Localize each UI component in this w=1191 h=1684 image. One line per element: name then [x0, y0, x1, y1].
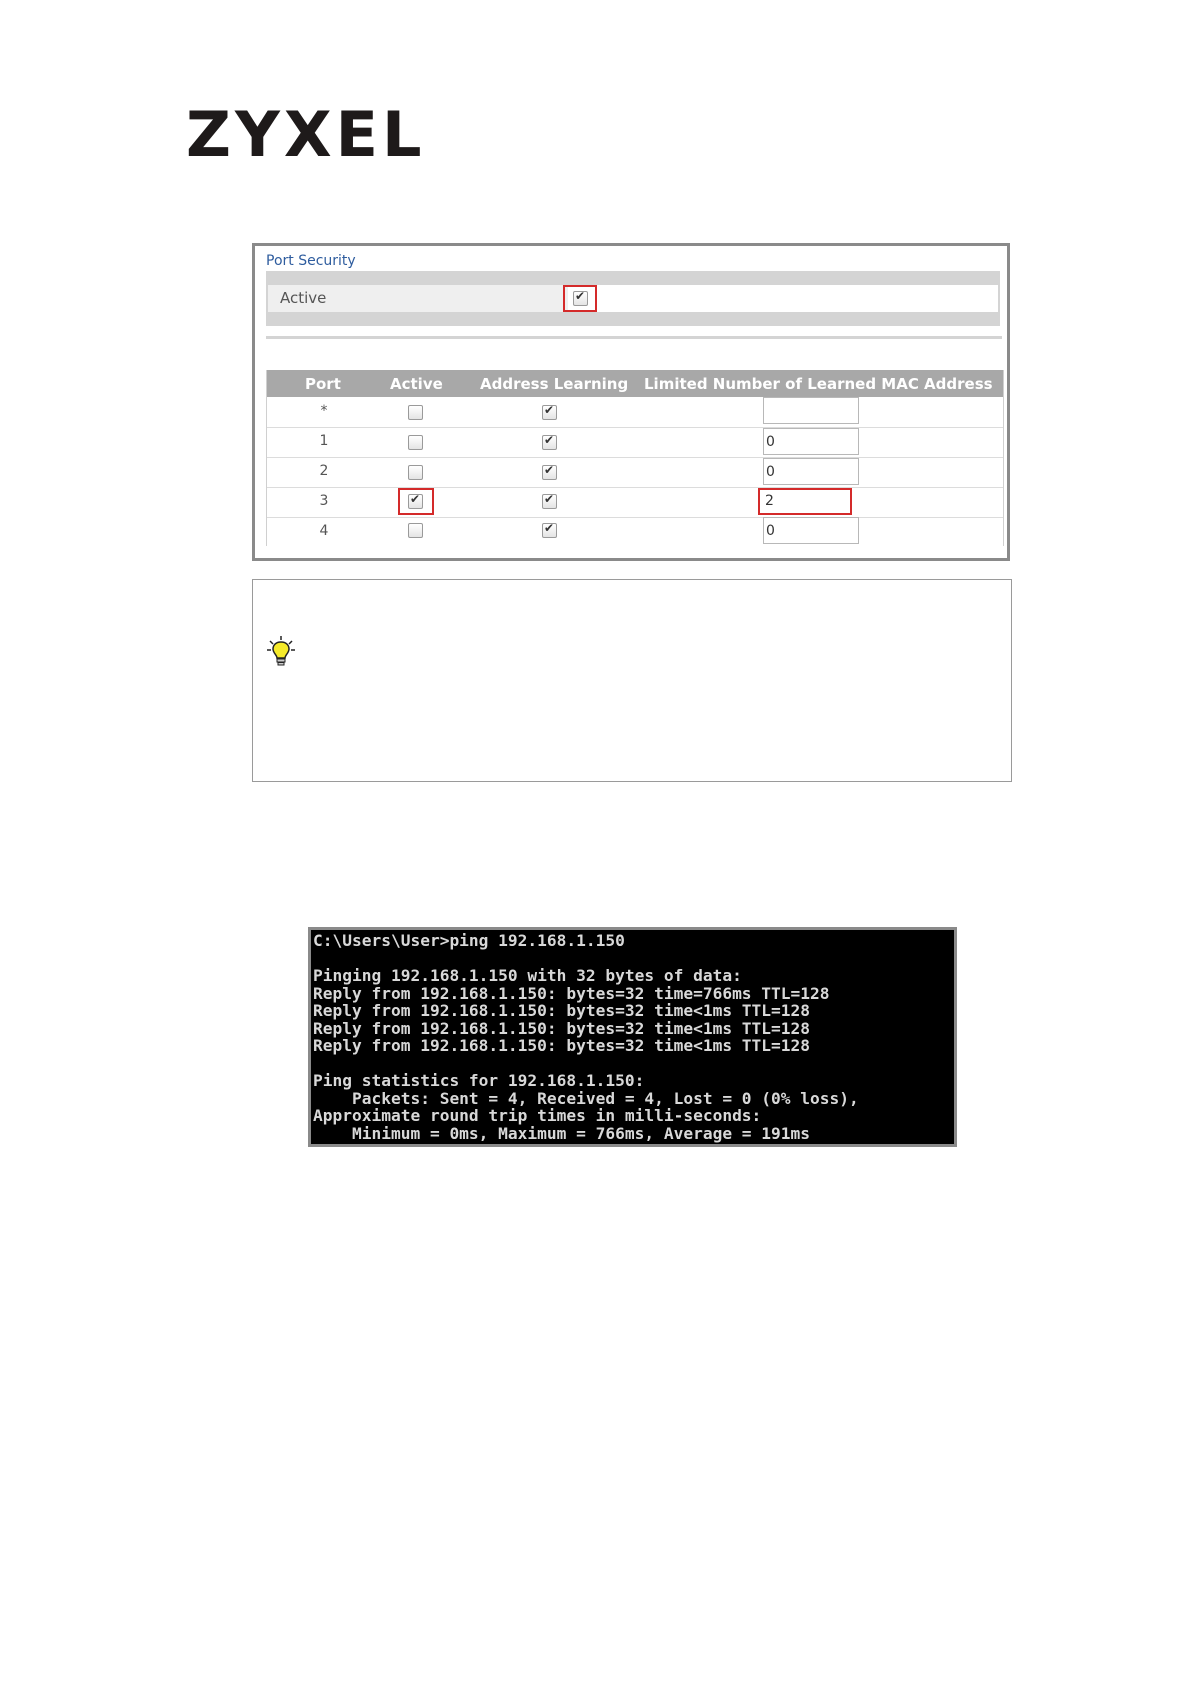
- column-header-mac-limit: Limited Number of Learned MAC Address: [644, 375, 993, 393]
- port-number: 2: [319, 463, 329, 479]
- mac-limit-input[interactable]: 2: [763, 488, 859, 515]
- mac-limit-input[interactable]: [763, 397, 859, 424]
- column-header-port: Port: [305, 375, 341, 393]
- port-number: 4: [319, 523, 329, 539]
- port-security-active-checkbox[interactable]: [573, 291, 588, 306]
- divider: [266, 336, 1002, 339]
- lightbulb-icon: [266, 635, 296, 667]
- column-header-active: Active: [390, 375, 443, 393]
- port-number: 3: [319, 493, 329, 509]
- port-table: [266, 370, 1004, 546]
- table-row: [267, 457, 1003, 488]
- table-header: [267, 370, 1003, 397]
- address-learning-checkbox[interactable]: [542, 435, 557, 450]
- mac-limit-input[interactable]: 0: [763, 428, 859, 455]
- port-number: *: [320, 403, 328, 419]
- column-header-address-learning: Address Learning: [480, 375, 629, 393]
- console-output: C:\Users\User>ping 192.168.1.150 Pinging 192.168.1.150 with 32 bytes of data: Reply from 192.168.1.150: bytes=32 time=766ms TTL=128 Reply from 192.168.1.150: bytes=32 time<1ms TTL=128 Reply from 192.168.1.150: bytes=32 time<1ms TTL=128 Reply from 192.168.1.150: bytes=32 time<1ms TTL=128 Ping statistics for 192.168.1.150: Packets: Sent = 4, Received = 4, Lost = 0 (0% loss), Approximate round trip times in milli-seconds: Minimum = 0ms, Maximum = 766ms, Average = 191ms: [313, 931, 859, 1143]
- table-row: [267, 517, 1003, 546]
- active-label: Active: [280, 289, 327, 307]
- port-active-checkbox[interactable]: [408, 435, 423, 450]
- tip-box: [252, 579, 1012, 782]
- active-setting-bar: [266, 271, 1000, 326]
- address-learning-checkbox[interactable]: [542, 494, 557, 509]
- mac-limit-input[interactable]: 0: [763, 517, 859, 544]
- port-active-checkbox[interactable]: [408, 494, 423, 509]
- port-security-panel: [252, 243, 1010, 561]
- port-active-checkbox[interactable]: [408, 405, 423, 420]
- table-row: [267, 397, 1003, 428]
- active-setting-row: [268, 285, 998, 312]
- address-learning-checkbox[interactable]: [542, 465, 557, 480]
- port-number: 1: [319, 433, 329, 449]
- address-learning-checkbox[interactable]: [542, 405, 557, 420]
- port-active-checkbox[interactable]: [408, 523, 423, 538]
- table-row: [267, 427, 1003, 458]
- address-learning-checkbox[interactable]: [542, 523, 557, 538]
- port-active-checkbox[interactable]: [408, 465, 423, 480]
- zyxel-logo: ZYXEL: [186, 98, 426, 171]
- mac-limit-input[interactable]: 0: [763, 458, 859, 485]
- table-row: [267, 487, 1003, 518]
- panel-title: Port Security: [266, 253, 356, 269]
- command-prompt-window: [308, 927, 957, 1147]
